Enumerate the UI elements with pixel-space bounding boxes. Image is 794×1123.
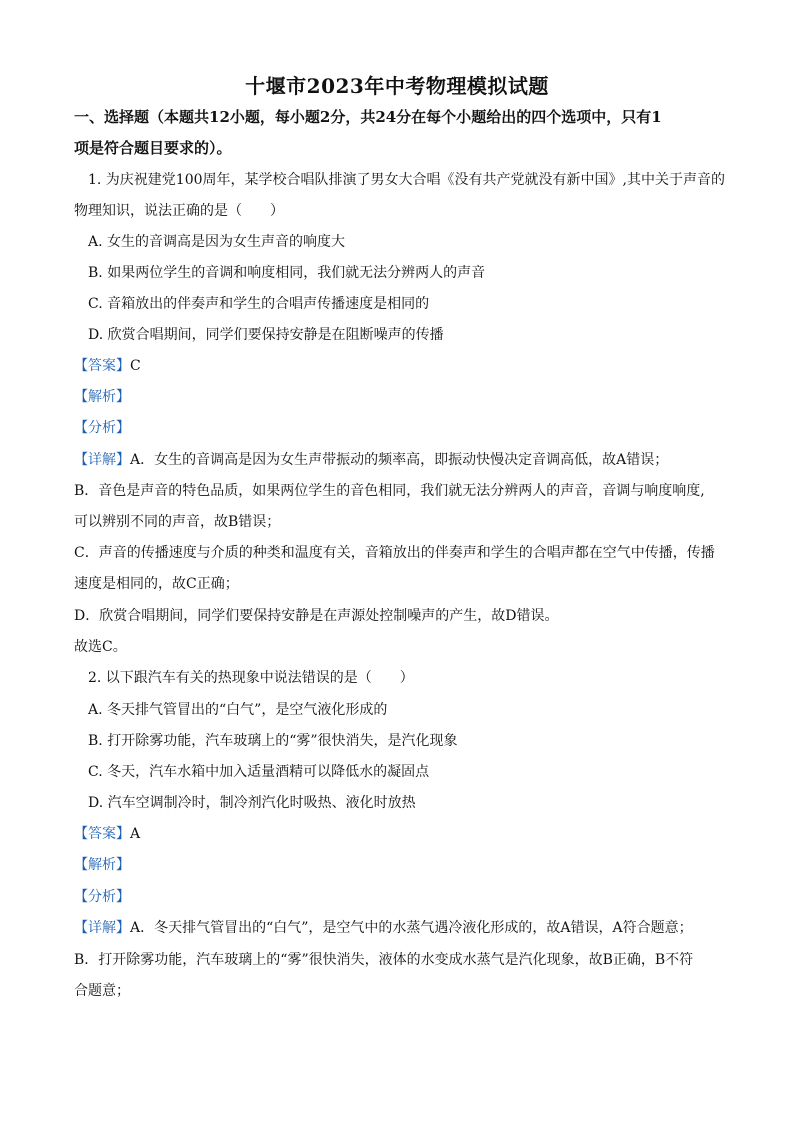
q1-detail-b-line-1: B．音色是声音的特色品质，如果两位学生的音色相同，我们就无法分辨两人的声音，音调与响度响度, [74,483,705,499]
q1-option-c: C. 音箱放出的伴奏声和学生的合唱声传播速度是相同的 [88,296,430,312]
q1-answer [74,356,724,376]
q2-analysis-tag: 【解析】 [74,857,130,873]
q2-option-b: B. 打开除雾功能，汽车玻璃上的“雾”很快消失，是汽化现象 [88,733,458,749]
q2-detail-a-text: A．冬天排气管冒出的“白气”，是空气中的水蒸气遇冷液化形成的，故A错误，A符合题意； [130,920,693,936]
q1-detail-c-line-2: 速度是相同的，故C正确； [74,576,239,592]
q1-detail-a-text: A．女生的音调高是因为女生声带振动的频率高，即振动快慢决定音调高低，故A错误； [130,452,669,468]
q2-stem: 2. 以下跟汽车有关的热现象中说法错误的是（ ） [88,670,414,686]
q1-detail-d: D．欣赏合唱期间，同学们要保持安静是在声源处控制噪声的产生，故D错误。 [74,608,559,624]
q2-option-a: A. 冬天排气管冒出的“白气”，是空气液化形成的 [88,702,388,718]
q1-choose: 故选C。 [74,639,127,655]
q2-detail-a [74,918,724,938]
q1-option-a: A. 女生的音调高是因为女生声音的响度大 [88,234,346,250]
q2-answer-tag: 【答案】 [74,826,130,842]
q1-answer-value: C [130,358,141,374]
q1-option-d: D. 欣赏合唱期间，同学们要保持安静是在阻断噪声的传播 [88,327,444,343]
q1-analysis-tag: 【解析】 [74,389,130,405]
q2-detail-b-line-2: 合题意； [74,983,130,999]
q2-option-d: D. 汽车空调制冷时，制冷剂汽化时吸热、液化时放热 [88,795,416,811]
q2-detail-tag: 【详解】 [74,920,130,936]
q1-option-b: B. 如果两位学生的音调和响度相同，我们就无法分辨两人的声音 [88,265,486,281]
q1-detail-a [74,450,724,470]
q1-answer-tag: 【答案】 [74,358,130,374]
q2-fenxi-tag: 【分析】 [74,889,130,905]
q1-stem-line-1: 1. 为庆祝建党100周年，某学校合唱队排演了男女大合唱《没有共产党就没有新中国》,其中关于声音的 [88,172,725,188]
q2-option-c: C. 冬天，汽车水箱中加入适量酒精可以降低水的凝固点 [88,764,430,780]
q2-answer-value: A [130,826,141,842]
q1-stem-line-2: 物理知识，说法正确的是（ ） [74,203,284,219]
page-title: 十堰市2023年中考物理模拟试题 [245,74,549,98]
q1-detail-b-line-2: 可以辨别不同的声音，故B错误； [74,514,281,530]
q1-fenxi-tag: 【分析】 [74,420,130,436]
section-heading-line-2: 项是符合题目要求的）。 [74,139,232,157]
q2-answer [74,824,724,844]
section-heading-line-1: 一、选择题（本题共12小题，每小题2分，共24分在每个小题给出的四个选项中，只有1 [74,108,662,126]
q2-detail-b-line-1: B．打开除雾功能，汽车玻璃上的“雾”很快消失，液体的水变成水蒸气是汽化现象，故B正确，B不符 [74,952,694,968]
q1-detail-c-line-1: C．声音的传播速度与介质的种类和温度有关，音箱放出的伴奏声和学生的合唱声都在空气中传播，传播 [74,545,715,561]
q1-detail-tag: 【详解】 [74,452,130,468]
